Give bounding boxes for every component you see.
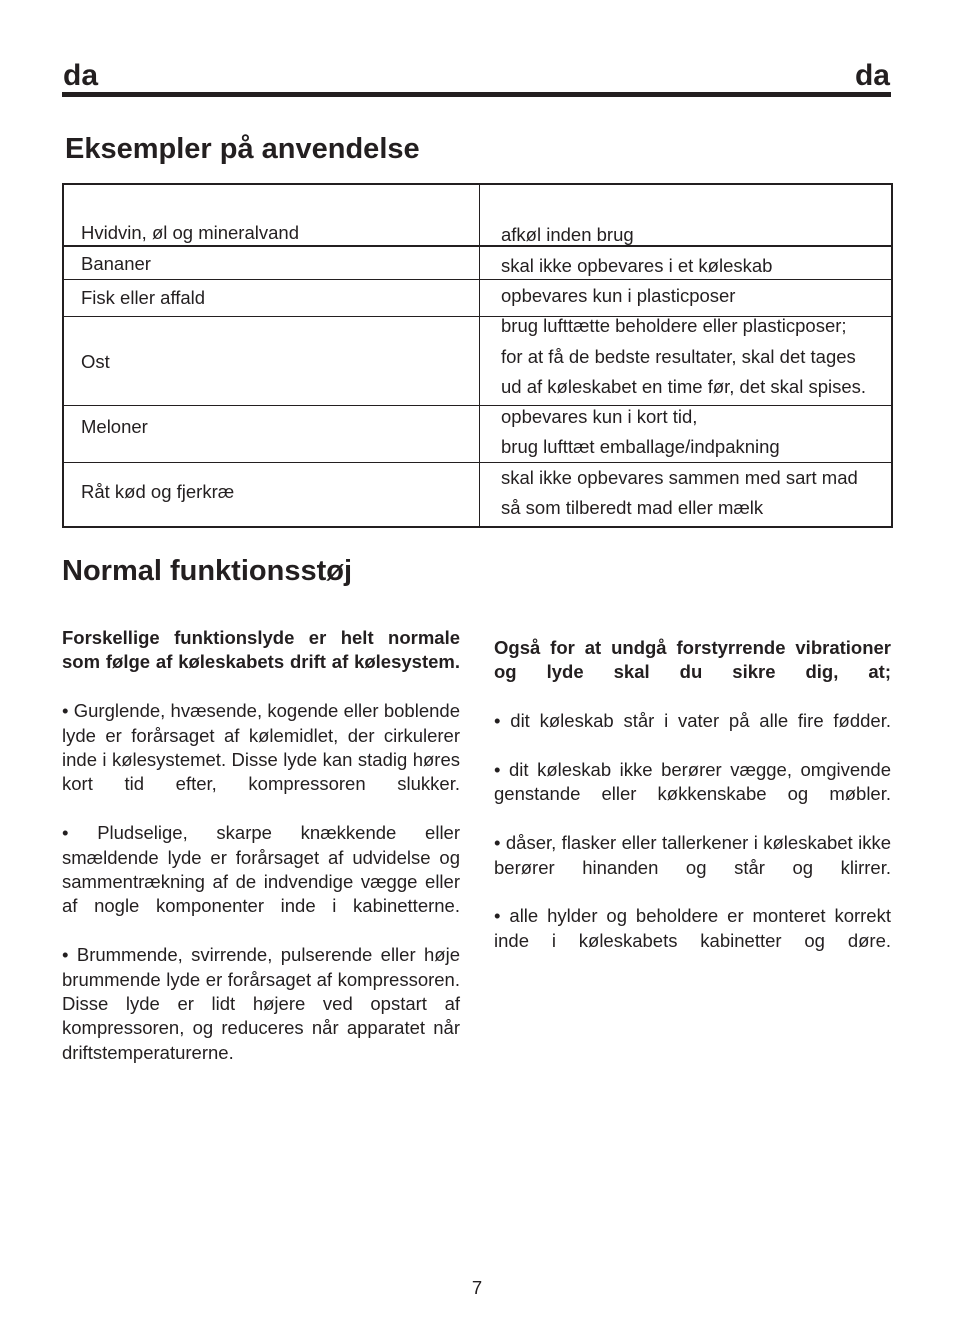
table-cell-advice: skal ikke opbevares i et køleskab xyxy=(501,255,773,276)
header-rule xyxy=(62,92,891,97)
table-cell-advice: opbevares kun i kort tid, xyxy=(501,406,698,427)
table-cell-item: Råt kød og fjerkræ xyxy=(81,481,235,502)
table-cell-item: Hvidvin, øl og mineralvand xyxy=(81,222,299,243)
table-cell-advice: opbevares kun i plasticposer xyxy=(501,285,736,306)
section-title-normal-noise: Normal funktionsstøj xyxy=(62,555,353,587)
table-cell-item: Fisk eller affald xyxy=(81,287,206,308)
table-cell-advice: for at få de bedste resultater, skal det tages xyxy=(501,346,856,367)
page-number: 7 xyxy=(471,1277,483,1298)
noise-bullet: • Pludselige, skarpe knækkende eller smældende lyde er forårsaget af udvidelse og sammentrækning af de indvendige vægge eller af nogle komponenter inde i kabinetterne. xyxy=(62,822,460,917)
vibration-bullet: • dåser, flasker eller tallerkener i køleskabet ikke berører hinanden og står og klirrer. xyxy=(494,832,891,878)
noise-right-column xyxy=(494,636,891,978)
table-cell-advice: ud af køleskabet en time før, det skal spises. xyxy=(501,376,867,397)
noise-intro-paragraph: Forskellige funktionslyde er helt normale som følge af køleskabets drift af kølesystem. xyxy=(62,627,460,673)
table-cell-advice: så som tilberedt mad eller mælk xyxy=(501,497,764,518)
noise-bullet: • Brummende, svirrende, pulserende eller høje brummende lyde er forårsaget af kompressoren. Disse lyde er lidt højere ved opstart af kompressoren, og reduceres når apparatet når driftstemperaturerne. xyxy=(62,944,460,1063)
noise-left-column xyxy=(62,626,460,1090)
vibration-bullet: • dit køleskab står i vater på alle fire fødder. xyxy=(494,710,891,732)
table-cell-item: Bananer xyxy=(81,253,151,274)
table-cell-advice: skal ikke opbevares sammen med sart mad xyxy=(501,467,858,488)
table-row-divider xyxy=(64,405,891,406)
table-cell-advice: brug lufttæt emballage/indpakning xyxy=(501,436,780,457)
vibration-bullet: • alle hylder og beholdere er monteret korrekt inde i køleskabets kabinetter og døre. xyxy=(494,905,891,951)
table-column-divider xyxy=(479,185,480,526)
table-cell-item: Ost xyxy=(81,351,110,372)
table-cell-item: Meloner xyxy=(81,416,148,437)
noise-bullet: • Gurglende, hvæsende, kogende eller boblende lyde er forårsaget af kølemidlet, der cirkulerer inde i kølesystemet. Disse lyde kan stadig høres kort tid efter, kompressoren slukker. xyxy=(62,700,460,795)
header-language-left: da xyxy=(63,59,99,92)
vibration-intro-paragraph: Også for at undgå forstyrrende vibrationer og lyde skal du sikre dig, at; xyxy=(494,637,891,683)
vibration-bullet: • dit køleskab ikke berører vægge, omgivende genstande eller køkkenskabe og møbler. xyxy=(494,759,891,805)
table-cell-advice: afkøl inden brug xyxy=(501,224,634,245)
table-cell-advice: brug lufttætte beholdere eller plasticposer; xyxy=(501,315,847,336)
header-language-right: da xyxy=(854,59,890,92)
section-title-usage-examples: Eksempler på anvendelse xyxy=(65,133,420,165)
usage-examples-table xyxy=(62,183,893,528)
